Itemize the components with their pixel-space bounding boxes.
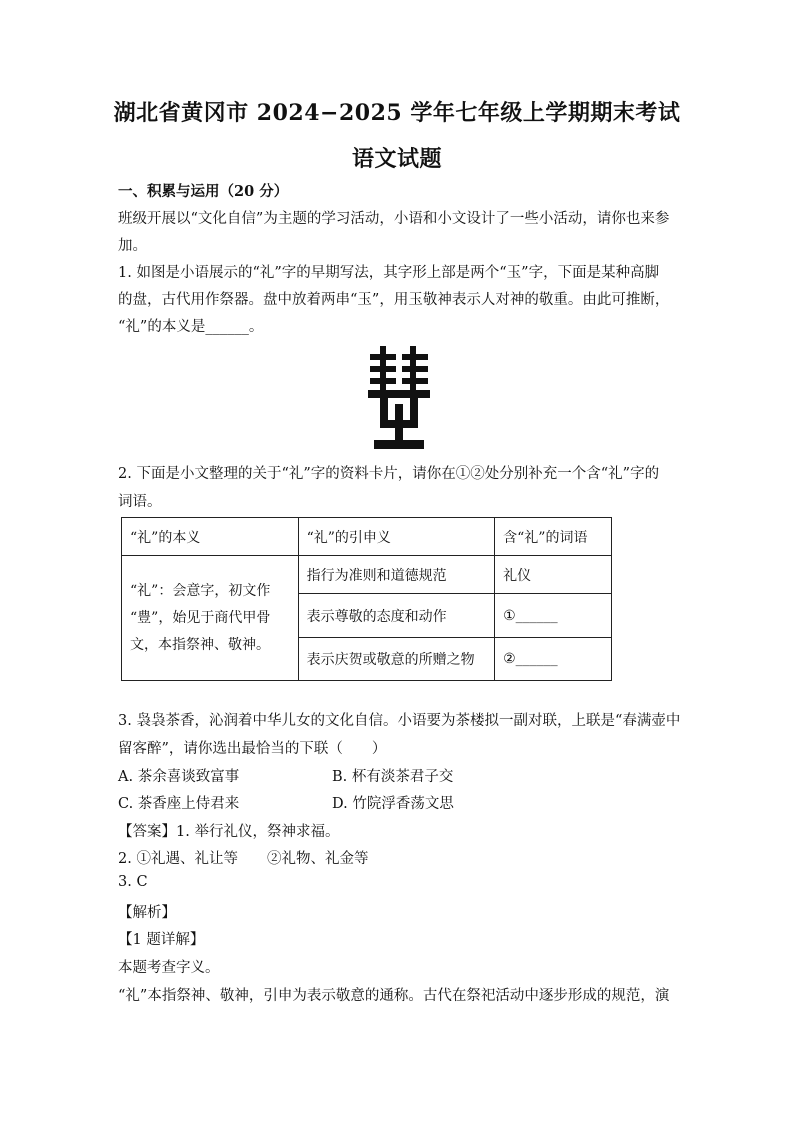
ancient-li-character-image — [366, 344, 432, 452]
table-header: 含“礼”的词语 — [495, 518, 612, 556]
option-d: D. 竹院浮香荡文思 — [332, 796, 454, 812]
question-2: 2. 下面是小文整理的关于“礼”字的资料卡片，请你在①②处分别补充一个含“礼”字的 — [118, 466, 660, 482]
answer-text: 【答案】1. 举行礼仪，祭神求福。 — [118, 824, 340, 840]
intro-text: 加。 — [118, 238, 147, 254]
table-header: “礼”的本义 — [122, 518, 299, 556]
detail-text: 本题考查字义。 — [118, 960, 220, 976]
question-2: 词语。 — [118, 494, 162, 510]
question-3: 3. 袅袅茶香，沁润着中华儿女的文化自信。小语要为茶楼拟一副对联，上联是“春满壶中 — [118, 713, 681, 729]
table-cell: 表示庆贺或敬意的所赠之物 — [298, 638, 495, 681]
table-cell: 礼仪 — [495, 556, 612, 594]
detail-text: “礼”本指祭神、敬神，引申为表示敬意的通称。古代在祭祀活动中逐步形成的规范，演 — [118, 988, 670, 1004]
document-subtitle: 语文试题 — [351, 146, 442, 172]
table-header-row — [122, 518, 612, 556]
origin-line: “礼”：会意字，初文作 — [130, 582, 271, 599]
origin-line: “豊”，始见于商代甲骨 — [130, 609, 271, 626]
option-a: A. 茶余喜谈致富事 — [118, 769, 240, 785]
blank-answer-cell: ①______ — [495, 594, 612, 638]
origin-meaning-cell — [122, 556, 299, 681]
option-b: B. 杯有淡茶君子交 — [332, 769, 454, 785]
question-1: “礼”的本义是______。 — [118, 319, 264, 335]
answer-text: 2. ①礼遇、礼让等 ②礼物、礼金等 — [118, 851, 369, 867]
question-1: 的盘，古代用作祭器。盘中放着两串“玉”，用玉敬神表示人对神的敬重。由此可推断， — [118, 292, 670, 308]
info-card-table — [121, 517, 612, 681]
answer-text: 3. C — [118, 874, 148, 890]
table-row — [122, 556, 612, 594]
origin-line: 文，本指祭神、敬神。 — [130, 636, 270, 653]
blank-answer-cell: ②______ — [495, 638, 612, 681]
table-cell: 表示尊敬的态度和动作 — [298, 594, 495, 638]
intro-text: 班级开展以“文化自信”为主题的学习活动，小语和小文设计了一些小活动，请你也来参 — [118, 211, 670, 227]
option-c: C. 茶香座上侍君来 — [118, 796, 240, 812]
section-heading: 一、积累与运用（20 分） — [118, 183, 289, 200]
document-title: 湖北省黄冈市 2024−2025 学年七年级上学期期末考试 — [113, 100, 681, 126]
analysis-heading: 【解析】 — [118, 905, 176, 921]
detail-heading: 【1 题详解】 — [118, 932, 205, 948]
question-1: 1. 如图是小语展示的“礼”字的早期写法，其字形上部是两个“玉”字，下面是某种高脚 — [118, 265, 660, 281]
table-cell: 指行为准则和道德规范 — [298, 556, 495, 594]
table-header: “礼”的引申义 — [298, 518, 495, 556]
question-3: 留客醉”，请你选出最恰当的下联（ ） — [118, 741, 387, 757]
